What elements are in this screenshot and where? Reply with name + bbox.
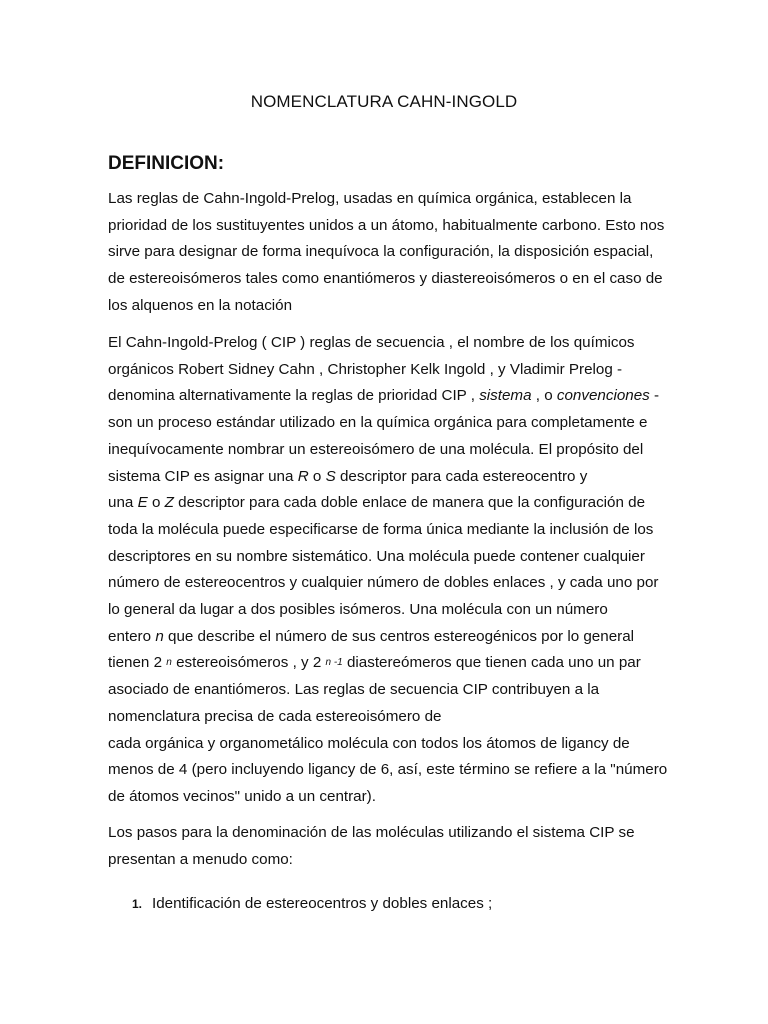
text-line xyxy=(108,490,668,517)
text-line: Las reglas de Cahn-Ingold-Prelog, usadas en química orgánica, establecen la xyxy=(108,190,632,207)
paragraph-steps-intro xyxy=(108,820,668,873)
text-line: número de estereocentros y cualquier número de dobles enlaces , y cada uno por xyxy=(108,574,659,592)
italic-term: n xyxy=(155,627,164,645)
text-line: menos de 4 (pero incluyendo ligancy de 6, así, este término se refiere a la "número xyxy=(108,761,668,779)
text-line xyxy=(108,383,668,410)
text-run: descriptor para cada doble enlace de manera que la configuración de xyxy=(178,494,646,512)
text-run: o xyxy=(312,467,322,485)
text-line: toda la molécula puede especificarse de forma única mediante la inclusión de los xyxy=(108,520,654,538)
text-line: asociado de enantiómeros. Las reglas de secuencia CIP contribuyen a la xyxy=(108,681,600,699)
paragraph-definition xyxy=(108,186,668,320)
text-line: lo general da lugar a dos posibles isómeros. Una molécula con un número xyxy=(108,601,608,619)
text-line: sirve para designar de forma inequívoca la configuración, la disposición espacial, xyxy=(108,243,654,261)
italic-term: E xyxy=(137,494,148,512)
text-line: los alquenos en la notación xyxy=(108,296,293,314)
text-run: diastereómeros que tienen cada uno un par xyxy=(346,654,641,672)
italic-term: Z xyxy=(164,494,174,512)
text-line: de átomos vecinos" unido a un centrar). xyxy=(108,787,376,805)
text-line: son un proceso estándar utilizado en la química orgánica para completamente e xyxy=(108,414,648,432)
text-line: presentan a menudo como: xyxy=(108,850,293,868)
italic-term: R xyxy=(297,467,309,485)
superscript: n xyxy=(166,657,172,669)
text-line: orgánicos Robert Sidney Cahn , Christopher Kelk Ingold , y Vladimir Prelog - xyxy=(108,360,623,378)
text-line: de estereoisómeros tales como enantiómeros y diastereoisómeros o en el caso de xyxy=(108,270,663,288)
text-line: inequívocamente nombrar un estereoisómero de una molécula. El propósito del xyxy=(108,440,644,458)
text-run: o xyxy=(151,494,161,512)
text-line: cada orgánica y organometálico molécula con todos los átomos de ligancy de xyxy=(108,734,630,752)
italic-term: convenciones xyxy=(556,387,650,405)
steps-list xyxy=(132,895,492,912)
text-line: El Cahn-Ingold-Prelog ( CIP ) reglas de secuencia , el nombre de los químicos xyxy=(108,334,635,351)
text-line xyxy=(108,624,668,651)
text-run: estereoisómeros , y 2 xyxy=(176,654,322,672)
text-run: sistema CIP es asignar una xyxy=(108,467,294,485)
text-run: , o xyxy=(535,387,553,405)
text-line: nomenclatura precisa de cada estereoisómero de xyxy=(108,707,442,725)
text-line xyxy=(108,464,668,491)
text-line: Los pasos para la denominación de las moléculas utilizando el sistema CIP se xyxy=(108,824,635,841)
paragraph-cip xyxy=(108,330,668,811)
superscript: n -1 xyxy=(325,657,343,669)
list-item xyxy=(132,895,492,912)
document-title: NOMENCLATURA CAHN-INGOLD xyxy=(250,92,518,111)
text-run: una xyxy=(108,494,134,512)
list-item-text: Identificación de estereocentros y dobles enlaces ; xyxy=(152,895,493,912)
italic-term: S xyxy=(325,467,336,485)
text-run: que describe el número de sus centros estereogénicos por lo general xyxy=(168,627,635,645)
text-line: descriptores en su nombre sistemático. Una molécula puede contener cualquier xyxy=(108,547,645,565)
text-run: tienen 2 xyxy=(108,654,163,672)
text-run: denomina alternativamente la reglas de prioridad CIP , xyxy=(108,387,475,405)
text-run: - xyxy=(654,387,660,405)
text-line xyxy=(108,650,668,677)
text-line: prioridad de los sustituyentes unidos a un átomo, habitualmente carbono. Esto nos xyxy=(108,216,665,234)
list-number: 1. xyxy=(132,897,143,911)
italic-term: sistema xyxy=(479,387,532,405)
text-run: descriptor para cada estereocentro y xyxy=(339,467,588,485)
section-heading: DEFINICION: xyxy=(108,153,225,174)
text-run: entero xyxy=(108,627,152,645)
